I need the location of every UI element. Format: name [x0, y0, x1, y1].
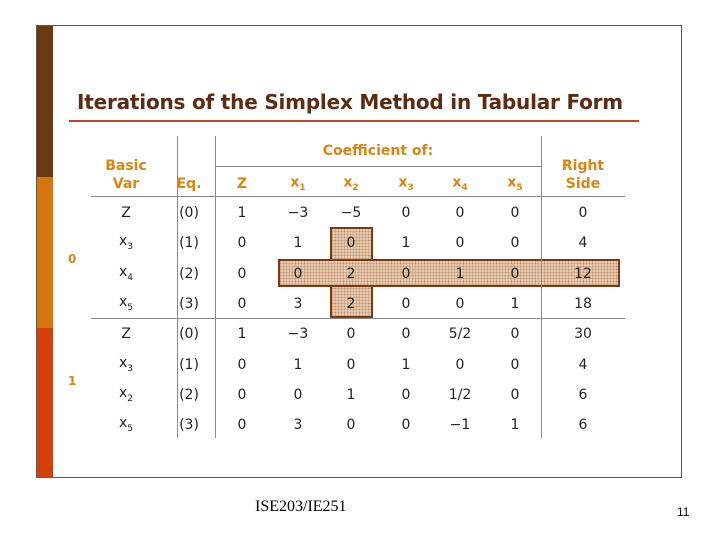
- coefficient-cell: 1: [510, 417, 520, 434]
- coefficient-cell: 1: [455, 265, 465, 282]
- coefficient-cell: 0: [510, 386, 520, 403]
- iteration-divider: [91, 318, 625, 319]
- header-col-x4: [452, 173, 467, 194]
- coefficient-cell: 5/2: [448, 326, 472, 343]
- symbol-base: x: [118, 384, 128, 401]
- symbol-subscript: 5: [127, 302, 134, 313]
- coefficient-cell: 0: [510, 265, 520, 282]
- symbol-base: x: [507, 174, 517, 191]
- coefficient-cell: 0: [346, 356, 356, 373]
- coefficient-cell: 0: [237, 417, 247, 434]
- coefficient-cell: 1: [346, 386, 356, 403]
- symbol-subscript: 4: [461, 183, 468, 194]
- symbol-base: x: [118, 233, 128, 250]
- symbol-base: x: [343, 174, 353, 191]
- symbol-base: x: [398, 174, 408, 191]
- pivot-row-highlight: [278, 259, 620, 287]
- coefficient-cell: 1: [237, 205, 247, 221]
- coefficient-cell: 0: [401, 265, 411, 282]
- iteration-label: 0: [68, 252, 77, 267]
- coefficient-cell: 0: [510, 235, 520, 252]
- coefficient-cell: 1: [293, 235, 303, 252]
- coefficient-cell: 0: [293, 386, 303, 403]
- symbol-subscript: 5: [127, 423, 134, 434]
- basic-variable: [121, 206, 131, 220]
- coefficient-cell: 0: [510, 356, 520, 373]
- header-col-x2: [343, 173, 358, 194]
- header-coefficient-of: Coefficient of:: [322, 142, 434, 159]
- coefficient-cell: 0: [455, 235, 465, 252]
- symbol-base: x: [118, 293, 128, 310]
- basic-variable: [119, 265, 133, 283]
- header-col-x3: [398, 173, 413, 194]
- coefficient-cell: 1: [401, 356, 411, 373]
- equation-number: (1): [179, 235, 199, 252]
- basic-variable: [119, 356, 133, 374]
- symbol-subscript: 3: [127, 363, 134, 374]
- coefficient-cell: 0: [401, 326, 411, 343]
- coefficient-cell: 0: [237, 356, 247, 373]
- symbol-subscript: 4: [127, 272, 134, 283]
- header-col-x1: [290, 173, 305, 194]
- symbol-base: Z: [121, 205, 131, 221]
- header-bottom-line: [91, 196, 625, 197]
- coefficient-cell: 0: [237, 295, 247, 312]
- coefficient-cell: −5: [340, 205, 362, 221]
- iteration-label: 1: [68, 373, 77, 388]
- header-right-side: Right Side: [561, 157, 605, 192]
- symbol-subscript: 2: [127, 393, 134, 404]
- coefficient-cell: 0: [401, 295, 411, 312]
- coefficient-cell: −3: [287, 205, 309, 221]
- divider-eq-coeff: [215, 136, 216, 438]
- simplex-table: [37, 26, 681, 477]
- header-col-z: [237, 175, 247, 193]
- coefficient-cell: 0: [293, 265, 303, 282]
- coefficient-cell: 0: [510, 326, 520, 343]
- symbol-base: x: [118, 263, 128, 280]
- coefficient-cell: 0: [346, 235, 356, 252]
- symbol-base: x: [118, 354, 128, 371]
- coefficient-cell: 3: [293, 295, 303, 312]
- symbol-subscript: 2: [352, 183, 359, 194]
- coefficient-cell: 0: [237, 386, 247, 403]
- symbol-base: x: [290, 174, 300, 191]
- page-number: 11: [677, 505, 690, 519]
- equation-number: (2): [179, 265, 199, 282]
- divider-coeff-rhs: [541, 136, 542, 438]
- symbol-base: Z: [121, 326, 131, 343]
- symbol-subscript: 5: [516, 183, 523, 194]
- basic-variable: [119, 234, 133, 252]
- equation-number: (3): [179, 295, 199, 312]
- symbol-subscript: 3: [407, 183, 414, 194]
- coefficient-cell: 0: [510, 205, 520, 221]
- coefficient-cell: 0: [401, 205, 411, 221]
- equation-number: (2): [179, 386, 199, 403]
- basic-variable: [121, 327, 131, 341]
- coefficient-cell: 0: [455, 295, 465, 312]
- coefficient-cell: 3: [293, 417, 303, 434]
- symbol-base: Z: [236, 175, 248, 192]
- coefficient-cell: 0: [401, 417, 411, 434]
- equation-number: (3): [179, 417, 199, 434]
- coefficient-cell: 0: [237, 265, 247, 282]
- coefficient-cell: 0: [346, 417, 356, 434]
- right-side-value: 6: [578, 417, 588, 434]
- symbol-base: x: [118, 415, 128, 432]
- right-side-value: 18: [574, 295, 592, 312]
- slide-title: Iterations of the Simplex Method in Tabular Form: [77, 90, 623, 114]
- basic-variable: [119, 295, 133, 313]
- slide-frame: [36, 25, 682, 478]
- right-side-value: 6: [578, 386, 588, 403]
- coefficient-cell: 0: [455, 356, 465, 373]
- coefficient-cell: 2: [346, 265, 356, 282]
- right-side-value: 30: [574, 326, 592, 343]
- symbol-base: x: [452, 174, 462, 191]
- coefficient-cell: 0: [401, 386, 411, 403]
- equation-number: (0): [179, 205, 199, 221]
- right-side-value: 0: [578, 205, 588, 221]
- equation-number: (1): [179, 356, 199, 373]
- coefficient-cell: 1: [401, 235, 411, 252]
- coefficient-cell: 0: [346, 326, 356, 343]
- basic-variable: [119, 416, 133, 434]
- symbol-subscript: 3: [127, 242, 134, 253]
- right-side-value: 4: [578, 235, 588, 252]
- basic-variable: [119, 386, 133, 404]
- coeff-header-line: [215, 166, 541, 167]
- coefficient-cell: −3: [287, 326, 309, 343]
- footer-course-code: ISE203/IE251: [255, 498, 347, 515]
- symbol-subscript: 1: [299, 183, 306, 194]
- right-side-value: 12: [574, 265, 592, 282]
- coefficient-cell: 2: [346, 295, 356, 312]
- coefficient-cell: 1: [293, 356, 303, 373]
- header-equation: Eq.: [176, 175, 202, 192]
- coefficient-cell: 1/2: [448, 386, 472, 403]
- equation-number: (0): [179, 326, 199, 343]
- coefficient-cell: 0: [237, 235, 247, 252]
- right-side-value: 4: [578, 356, 588, 373]
- header-col-x5: [507, 173, 522, 194]
- coefficient-cell: 1: [237, 326, 247, 343]
- coefficient-cell: −1: [449, 417, 471, 434]
- coefficient-cell: 0: [455, 205, 465, 221]
- header-basic-var: Basic Var: [105, 157, 147, 192]
- coefficient-cell: 1: [510, 295, 520, 312]
